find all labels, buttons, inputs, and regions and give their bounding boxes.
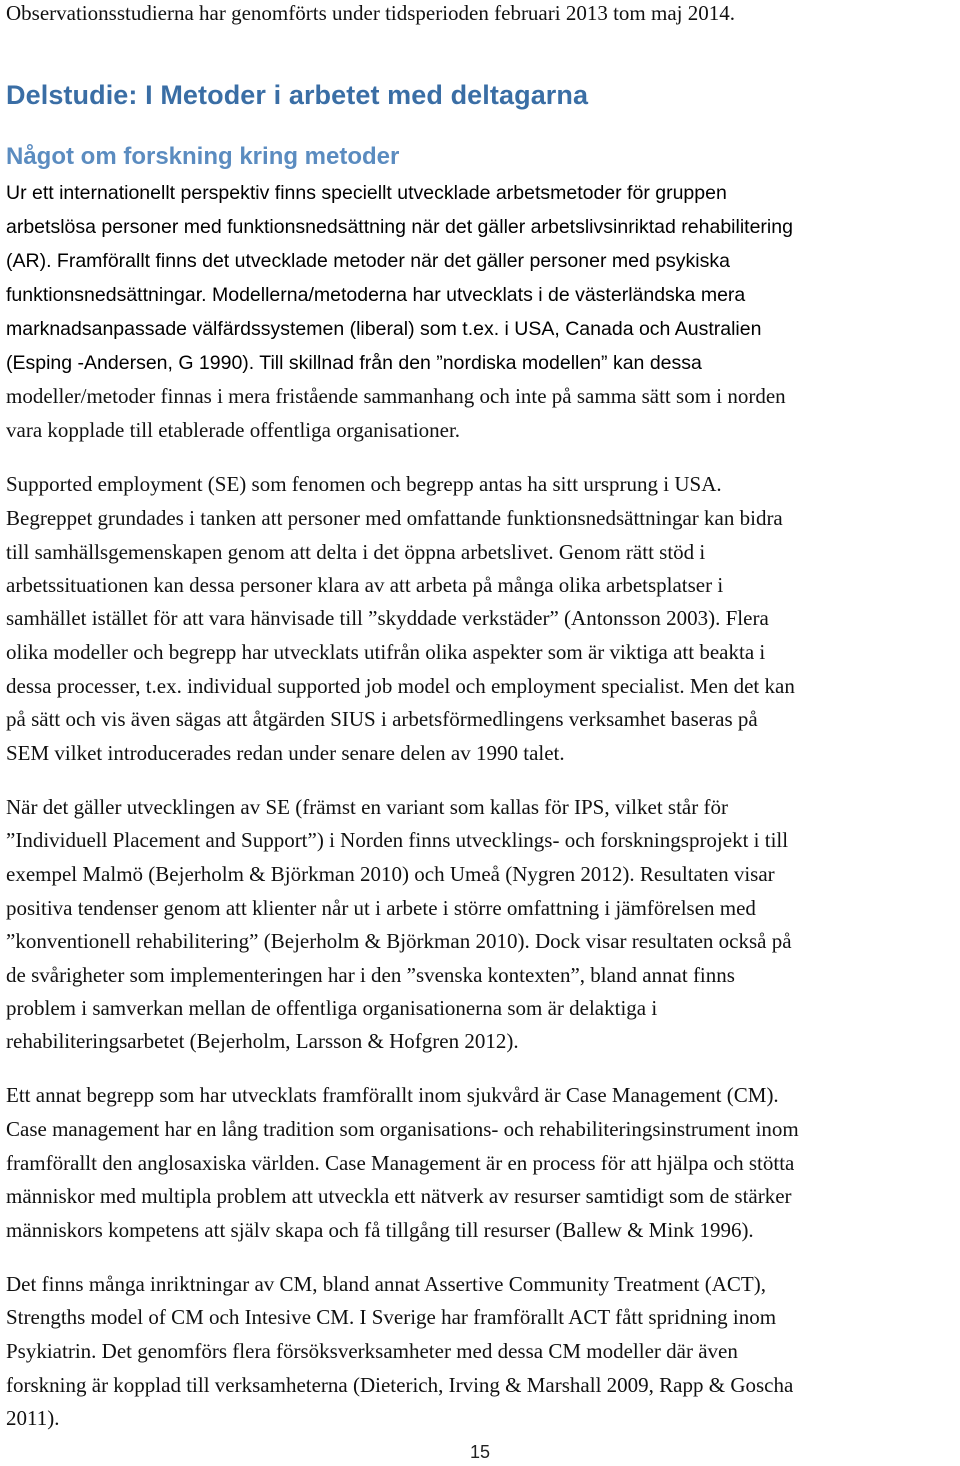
paragraph-1-line: marknadsanpassade välfärdssystemen (liberal) som t.ex. i USA, Canada och Australien bbox=[6, 318, 762, 340]
paragraph-3-line: ”Individuell Placement and Support”) i Norden finns utvecklings- och forskningsprojekt i till bbox=[6, 828, 789, 852]
paragraph-3-line: rehabiliteringsarbetet (Bejerholm, Larsson & Hofgren 2012). bbox=[6, 1029, 519, 1053]
paragraph-1-line bbox=[6, 282, 745, 308]
paragraph-4-line: människors kompetens att själv skapa och få tillgång till resurser (Ballew & Mink 1996). bbox=[6, 1218, 754, 1242]
paragraph-4-line: Case management har en lång tradition som organisations- och rehabiliteringsinstrument inom bbox=[6, 1117, 799, 1141]
paragraph-1-line: (Esping -Andersen, G 1990). Till skillnad från den ”nordiska modellen” kan dessa bbox=[6, 352, 702, 374]
paragraph-5-line: Psykiatrin. Det genomförs flera försöksverksamheter med dessa CM modeller där även bbox=[6, 1339, 738, 1363]
paragraph-5-line: Det finns många inriktningar av CM, bland annat Assertive Community Treatment (ACT), bbox=[6, 1272, 766, 1296]
paragraph-2-line: Supported employment (SE) som fenomen och begrepp antas ha sitt ursprung i USA. bbox=[6, 472, 722, 496]
paragraph-2-line: arbetssituationen kan dessa personer klara av att arbeta på många olika arbetsplatser i bbox=[6, 573, 724, 597]
section-heading: Delstudie: I Metoder i arbetet med deltagarna bbox=[6, 80, 589, 110]
paragraph-2-line: på sätt och vis även sägas att åtgärden SIUS i arbetsförmedlingens verksamhet baseras på bbox=[6, 707, 758, 731]
paragraph-1-line: vara kopplade till etablerade offentliga organisationer. bbox=[6, 418, 461, 442]
paragraph-3-line: positiva tendenser genom att klienter når ut i arbete i större omfattning i jämförelsen med bbox=[6, 896, 756, 920]
paragraph-3-line: de svårigheter som implementeringen har i den ”svenska kontexten”, bland annat finns bbox=[6, 963, 735, 987]
paragraph-2-line: dessa processer, t.ex. individual supported job model och employment specialist. Men det kan bbox=[6, 674, 795, 698]
paragraph-3-line: ”konventionell rehabilitering” (Bejerholm & Björkman 2010). Dock visar resultaten också på bbox=[6, 929, 792, 953]
paragraph-1-line: (AR). Framförallt finns det utvecklade metoder när det gäller personer med psykiska bbox=[6, 250, 730, 272]
paragraph-3-line: problem i samverkan mellan de offentliga organisationerna som är delaktiga i bbox=[6, 996, 658, 1020]
paragraph-1-line: modeller/metoder finnas i mera fristående sammanhang och inte på samma sätt som i norden bbox=[6, 384, 786, 408]
paragraph-5-line: Strengths model of CM och Intesive CM. I Sverige har framförallt ACT fått spridning inom bbox=[6, 1305, 777, 1329]
paragraph-2-line: Begreppet grundades i tanken att personer med omfattande funktionsnedsättningar kan bidra bbox=[6, 506, 783, 530]
paragraph-4-line: människor med multipla problem att utveckla ett nätverk av resurser samtidigt som de stärker bbox=[6, 1184, 792, 1208]
paragraph-2-line: till samhällsgemenskapen genom att delta i det öppna arbetslivet. Genom rätt stöd i bbox=[6, 540, 706, 564]
paragraph-1-fragment: Modellerna/metoderna har utvecklats i de västerländska mera bbox=[206, 284, 746, 306]
intro-sentence: Observationsstudierna har genomförts under tidsperioden februari 2013 tom maj 2014. bbox=[6, 1, 735, 25]
paragraph-4-line: Ett annat begrepp som har utvecklats framförallt inom sjukvård är Case Management (CM). bbox=[6, 1083, 779, 1107]
paragraph-1-line: arbetslösa personer med funktionsnedsättning när det gäller arbetslivsinriktad rehabilitering bbox=[6, 216, 793, 238]
paragraph-3-line: exempel Malmö (Bejerholm & Björkman 2010) och Umeå (Nygren 2012). Resultaten visar bbox=[6, 862, 775, 886]
paragraph-3-line: När det gäller utvecklingen av SE (främst en variant som kallas för IPS, vilket står för bbox=[6, 795, 728, 819]
page-number: 15 bbox=[469, 1442, 491, 1462]
subsection-heading: Något om forskning kring metoder bbox=[6, 143, 400, 170]
paragraph-2-line: samhället istället för att vara hänvisade till ”skyddade verkstäder” (Antonsson 2003). Flera bbox=[6, 606, 769, 630]
paragraph-2-line: olika modeller och begrepp har utvecklats utifrån olika aspekter som är viktiga att beakta i bbox=[6, 640, 766, 664]
paragraph-5-line: 2011). bbox=[6, 1406, 60, 1430]
paragraph-1-line: Ur ett internationellt perspektiv finns speciellt utvecklade arbetsmetoder för gruppen bbox=[6, 182, 727, 204]
paragraph-1-fragment: funktionsnedsättningar. bbox=[6, 284, 207, 306]
paragraph-4-line: framförallt den anglosaxiska världen. Case Management är en process för att hjälpa och stötta bbox=[6, 1151, 795, 1175]
paragraph-5-line: forskning är kopplad till verksamheterna (Dieterich, Irving & Marshall 2009, Rapp & Goscha bbox=[6, 1373, 794, 1397]
paragraph-2-line: SEM vilket introducerades redan under senare delen av 1990 talet. bbox=[6, 741, 565, 765]
